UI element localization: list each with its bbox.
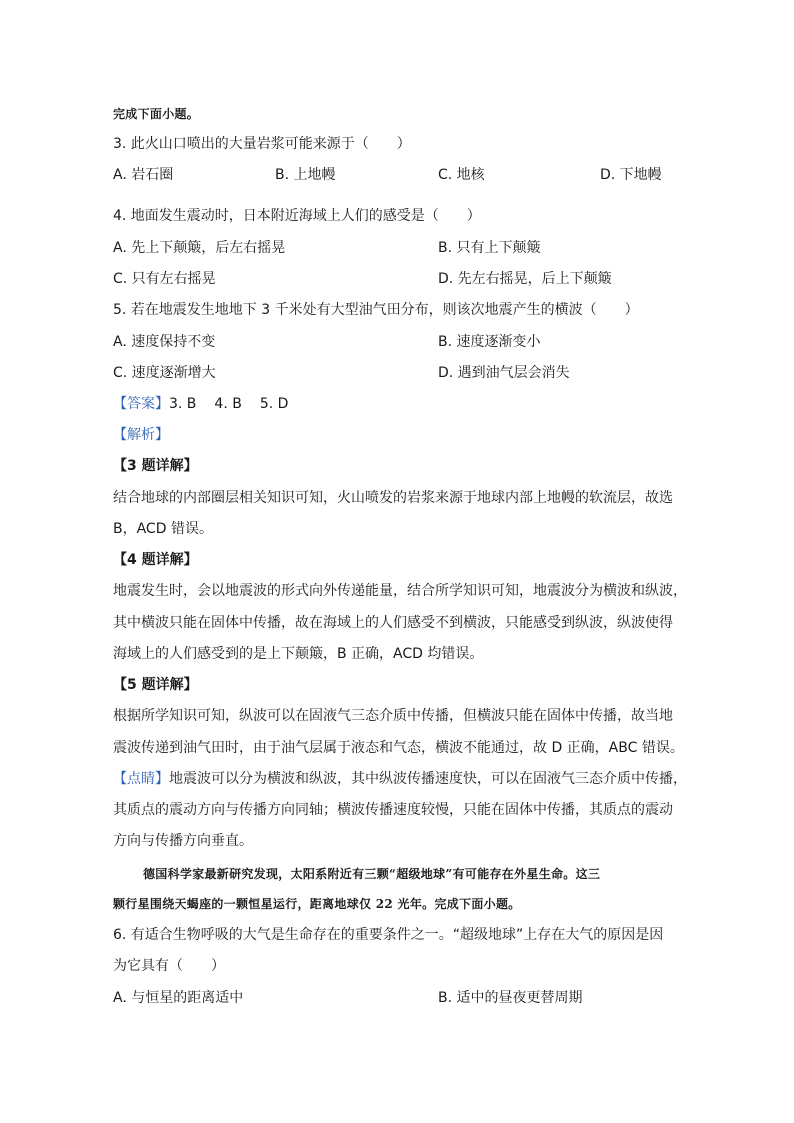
- tip-line-1: [113, 769, 687, 789]
- tip-label: 【点睛】: [113, 771, 169, 787]
- answer-label: 【答案】: [113, 396, 169, 412]
- question-3-option-d: D. 下地幔: [600, 167, 662, 183]
- detail-5-heading: 【5 题详解】: [113, 677, 198, 693]
- detail-5-line-2: 震波传递到油气田时，由于油气层属于液态和气态，横波不能通过，故 D 正确，ABC 错误。: [113, 740, 684, 756]
- question-5-option-a: A. 速度保持不变: [113, 334, 216, 350]
- detail-3-heading: 【3 题详解】: [113, 458, 198, 474]
- question-6-option-a: A. 与恒星的距离适中: [113, 990, 244, 1006]
- question-4-option-c: C. 只有左右摇晃: [113, 271, 216, 287]
- question-6-line-2: 为它具有（ ）: [113, 958, 225, 974]
- detail-3-line-1: 结合地球的内部圈层相关知识可知，火山喷发的岩浆来源于地球内部上地幔的软流层，故选: [113, 490, 673, 506]
- question-4-option-b: B. 只有上下颠簸: [438, 240, 541, 256]
- question-6-line-1: 6. 有适合生物呼吸的大气是生命存在的重要条件之一。“超级地球”上存在大气的原因是因: [113, 927, 664, 943]
- intro-text-2-line-2: 颗行星围绕天蝎座的一颗恒星运行，距离地球仅 22 光年。完成下面小题。: [113, 897, 521, 911]
- question-4-option-d: D. 先左右摇晃，后上下颠簸: [438, 271, 612, 287]
- answer-5: 5. D: [259, 396, 289, 412]
- tip-text-1: 地震波可以分为横波和纵波，其中纵波传播速度快，可以在固液气三态介质中传播，: [169, 771, 687, 787]
- tip-line-2: 其质点的震动方向与传播方向同轴；横波传播速度较慢，只能在固体中传播，其质点的震动: [113, 802, 673, 818]
- intro-text-1: 完成下面小题。: [113, 107, 200, 121]
- question-5-option-b: B. 速度逐渐变小: [438, 334, 541, 350]
- question-6-option-b: B. 适中的昼夜更替周期: [438, 990, 583, 1006]
- question-3-option-c: C. 地核: [438, 167, 485, 183]
- detail-4-line-3: 海域上的人们感受到的是上下颠簸，B 正确，ACD 均错误。: [113, 646, 484, 662]
- question-5-option-c: C. 速度逐渐增大: [113, 365, 216, 381]
- question-5-option-d: D. 遇到油气层会消失: [438, 365, 570, 381]
- answer-3: 3. B: [169, 396, 197, 412]
- detail-5-line-1: 根据所学知识可知，纵波可以在固液气三态介质中传播，但横波只能在固体中传播，故当地: [113, 708, 673, 724]
- intro-text-2-line-1: 德国科学家最新研究发现，太阳系附近有三颗“超级地球”有可能存在外星生命。这三: [143, 867, 601, 881]
- question-3-option-b: B. 上地幔: [275, 167, 336, 183]
- question-3-option-a: A. 岩石圈: [113, 167, 174, 183]
- analysis-label: 【解析】: [113, 427, 169, 443]
- detail-3-line-2: B，ACD 错误。: [113, 521, 213, 537]
- question-4-stem: 4. 地面发生震动时，日本附近海域上人们的感受是（ ）: [113, 208, 481, 224]
- tip-line-3: 方向与传播方向垂直。: [113, 833, 253, 849]
- question-3-stem: 3. 此火山口喷出的大量岩浆可能来源于（ ）: [113, 136, 411, 152]
- answer-4: 4. B: [214, 396, 242, 412]
- question-4-option-a: A. 先上下颠簸，后左右摇晃: [113, 240, 286, 256]
- answer-row: [113, 394, 288, 414]
- question-5-stem: 5. 若在地震发生地地下 3 千米处有大型油气田分布，则该次地震产生的横波（ ）: [113, 302, 639, 318]
- detail-4-line-2: 其中横波只能在固体中传播，故在海域上的人们感受不到横波，只能感受到纵波，纵波使得: [113, 615, 673, 631]
- detail-4-heading: 【4 题详解】: [113, 552, 198, 568]
- detail-4-line-1: 地震发生时，会以地震波的形式向外传递能量，结合所学知识可知，地震波分为横波和纵波，: [113, 583, 687, 599]
